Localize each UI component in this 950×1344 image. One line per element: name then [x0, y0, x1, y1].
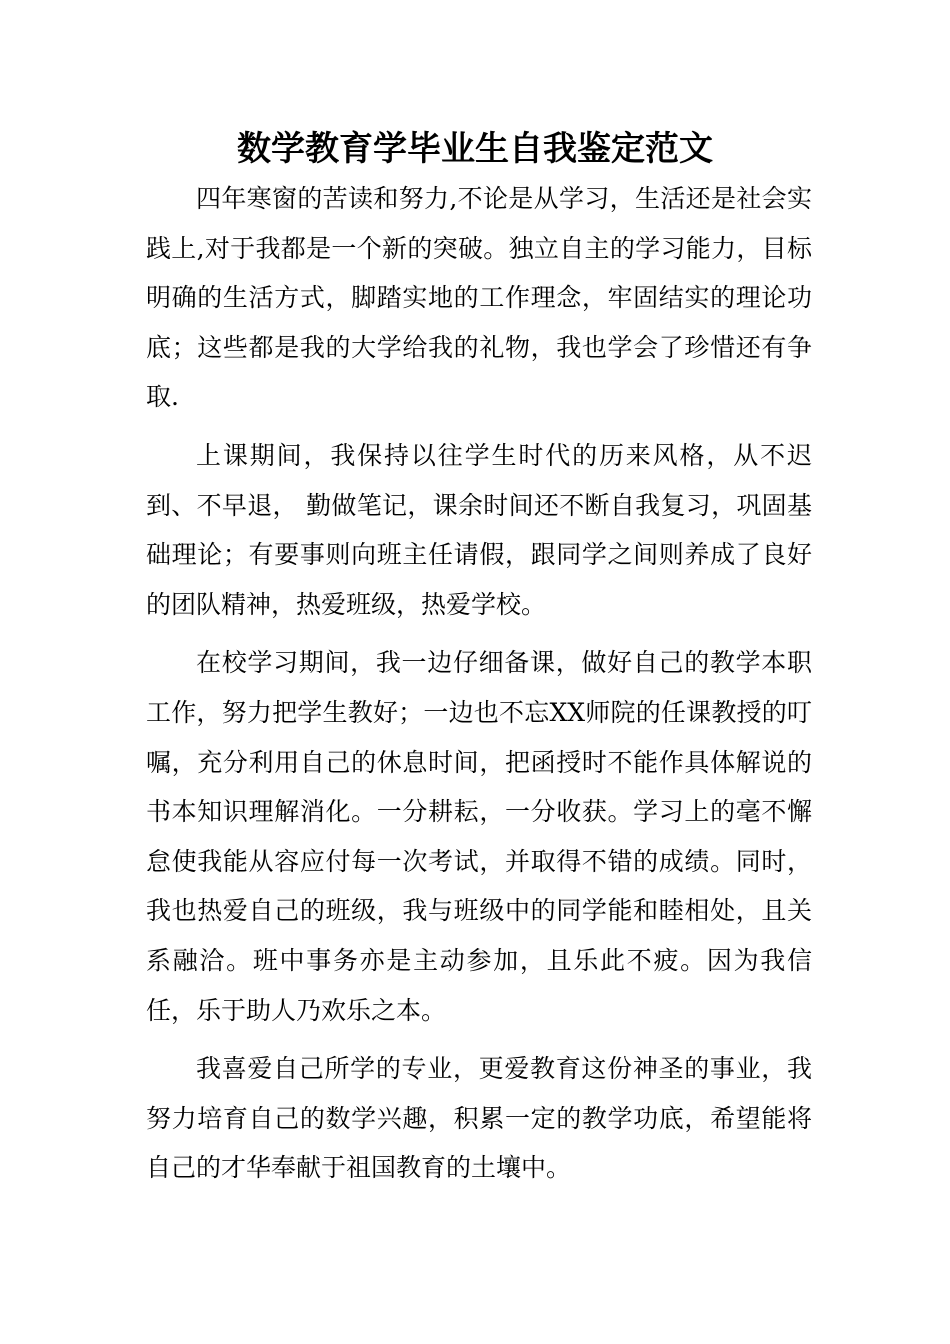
document-body — [146, 174, 812, 1193]
paragraph-4: 我喜爱自己所学的专业，更爱教育这份神圣的事业，我努力培育自己的数学兴趣，积累一定的教学功底，希望能将自己的才华奉献于祖国教育的土壤中。 — [146, 1054, 812, 1183]
paragraph-2: 上课期间，我保持以往学生时代的历来风格，从不迟到、不早退， 勤做笔记，课余时间还不断自我复习，巩固基础理论；有要事则向班主任请假，跟同学之间则养成了良好的团队精神，热爱班级，热爱学校。 — [146, 440, 812, 619]
paragraph-3: 在校学习期间，我一边仔细备课，做好自己的教学本职工作，努力把学生教好；一边也不忘XX师院的任课教授的叮嘱，充分利用自己的休息时间，把函授时不能作具体解说的书本知识理解消化。一分耕耘，一分收获。学习上的毫不懈怠使我能从容应付每一次考试，并取得不错的成绩。同时，我也热爱自己的班级，我与班级中的同学能和睦相处，且关系融洽。班中事务亦是主动参加，且乐此不疲。因为我信任，乐于助人乃欢乐之本。 — [146, 648, 812, 1025]
document-title: 数学教育学毕业生自我鉴定范文 — [237, 129, 713, 169]
paragraph-1: 四年寒窗的苦读和努力,不论是从学习，生活还是社会实践上,对于我都是一个新的突破。独立自主的学习能力，目标明确的生活方式，脚踏实地的工作理念，牢固结实的理论功底；这些都是我的大学给我的礼物，我也学会了珍惜还有争取. — [146, 184, 812, 412]
